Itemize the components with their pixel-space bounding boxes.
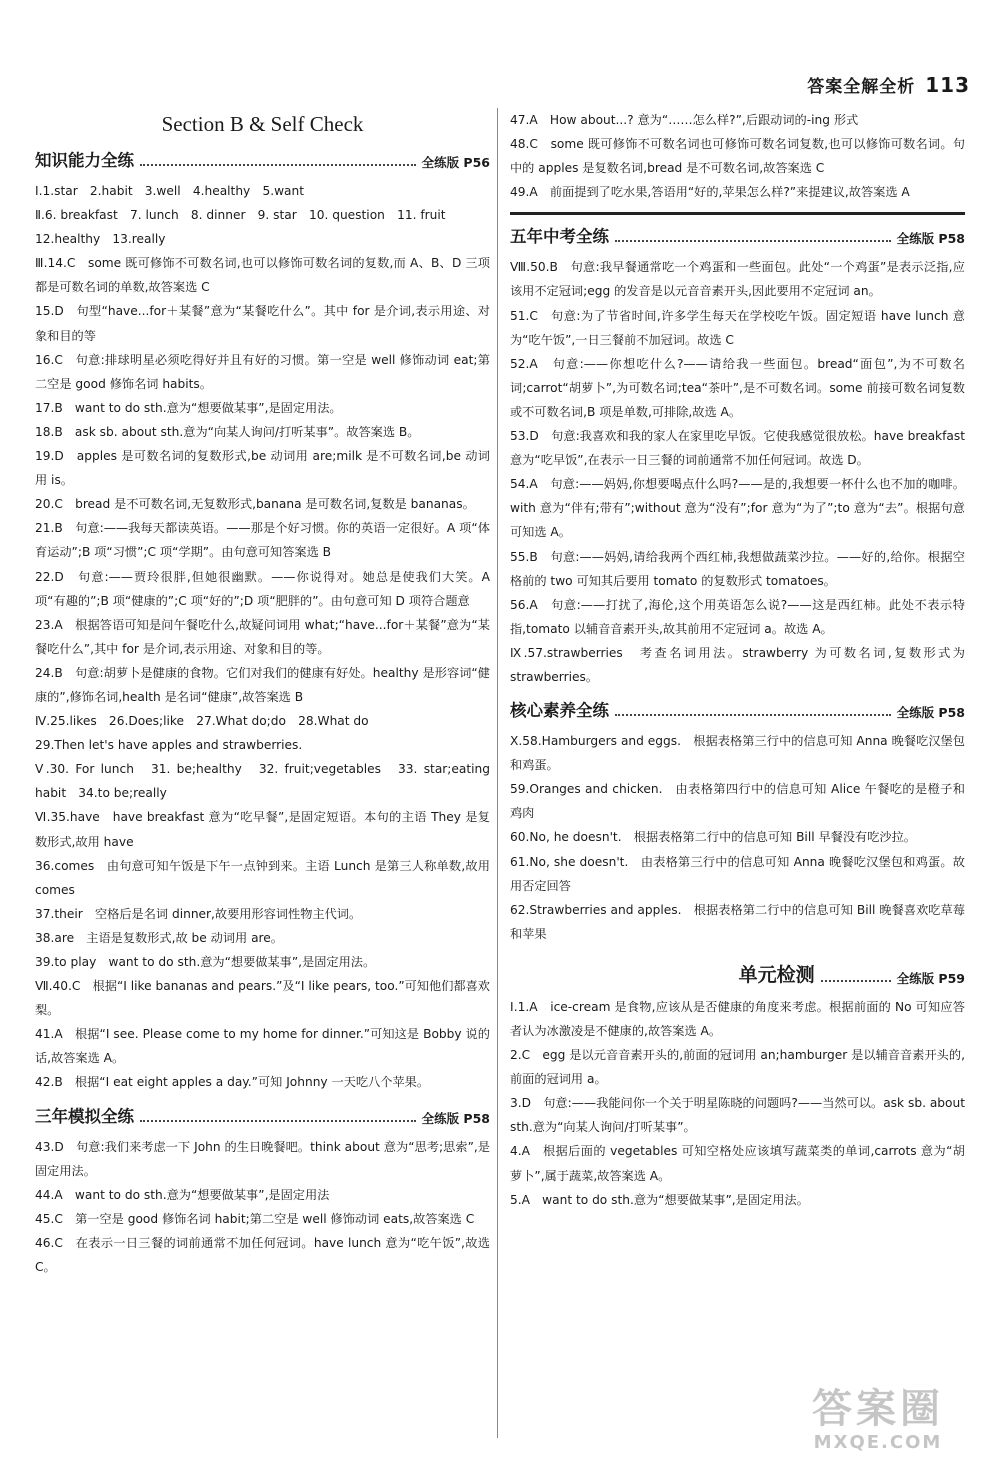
answer-item: Ⅱ.6. breakfast 7. lunch 8. dinner 9. star 10. question 11. fruit <box>35 208 446 223</box>
heading-text: 知识能力全练 <box>35 151 134 170</box>
dotted-leader <box>615 240 891 242</box>
heading-ref: 全练版 P58 <box>896 231 965 247</box>
answer-item: 51.C 句意:为了节省时间,许多学生每天在学校吃午饭。固定短语 have lunch 意为“吃午饭”,一日三餐前不加冠词。故选 C <box>510 308 965 347</box>
answer-item: Ⅰ.1.A ice-cream 是食物,应该从是否健康的角度来考虑。根据前面的 No 可知应答者认为冰激凌是不健康的,故答案选 A。 <box>510 999 965 1038</box>
page-header <box>807 72 970 97</box>
answer-item: Ⅴ.30. For lunch 31. be;healthy 32. fruit;vegetables 33. star;eating habit 34.to be;really <box>35 762 490 801</box>
section-title: Section B & Self Check <box>161 112 364 136</box>
heading-ref: 全练版 P56 <box>421 155 490 170</box>
answer-item: 37.their 空格后是名词 dinner,故要用形容词性物主代词。 <box>35 906 362 921</box>
answer-item: 17.B want to do sth.意为“想要做某事”,是固定用法。 <box>35 400 342 415</box>
heading-ref: 全练版 P58 <box>421 1110 490 1126</box>
answer-item: 5.A want to do sth.意为“想要做某事”,是固定用法。 <box>510 1192 809 1207</box>
dotted-leader <box>821 980 891 982</box>
answer-item: 62.Strawberries and apples. 根据表格第二行中的信息可知 Bill 晚餐喜欢吃草莓和苹果 <box>510 902 965 941</box>
answer-item: Ⅲ.14.C some 既可修饰不可数名词,也可以修饰可数名词的复数,而 A、B、D 三项都是可数名词的单数,故答案选 C <box>35 256 490 295</box>
answer-item: 42.B 根据“I eat eight apples a day.”可知 Johnny 一天吃八个苹果。 <box>35 1075 430 1090</box>
answer-item: 16.C 句意:排球明星必须吃得好并且有好的习惯。第一空是 well 修饰动词 eat;第二空是 good 修饰名词 habits。 <box>35 352 490 391</box>
answer-item: 61.No, she doesn't. 由表格第三行中的信息可知 Anna 晚餐吃汉堡包和鸡蛋。故用否定回答 <box>510 854 965 893</box>
answer-item: 15.D 句型“have...for＋某餐”意为“某餐吃什么”。其中 for 是介词,表示用途、对象和目的等 <box>35 304 490 343</box>
heading-text: 核心素养全练 <box>510 701 609 721</box>
answer-item: 29.Then let's have apples and strawberries. <box>35 738 303 753</box>
answer-item: 55.B 句意:——妈妈,请给我两个西红柿,我想做蔬菜沙拉。——好的,给你。根据空格前的 two 可知其后要用 tomato 的复数形式 tomatoes。 <box>510 549 965 588</box>
answer-item: 23.A 根据答语可知是问午餐吃什么,故疑问词用 what;“have...for＋某餐”意为“某餐吃什么”,其中 for 是介词,表示用途、对象和目的等。 <box>35 617 490 656</box>
answer-item: 60.No, he doesn't. 根据表格第二行中的信息可知 Bill 早餐没有吃沙拉。 <box>510 830 916 845</box>
section-heading-knowledge <box>35 147 490 171</box>
answer-item: 48.C some 既可修饰不可数名词也可修饰可数名词复数,也可以修饰可数名词。句中的 apples 是复数名词,bread 是不可数名词,故答案选 C <box>510 137 965 176</box>
answer-item: 45.C 第一空是 good 修饰名词 habit;第二空是 well 修饰动词 eats,故答案选 C <box>35 1211 475 1226</box>
answer-item: Ⅶ.40.C 根据“I like bananas and pears.”及“I like pears, too.”可知他们都喜欢梨。 <box>35 979 490 1018</box>
answer-item: 56.A 句意:——打扰了,海伦,这个用英语怎么说?——这是西红柿。此处不表示特指,tomato 以辅音音素开头,故其前用不定冠词 a。故选 A。 <box>510 597 965 636</box>
dotted-leader <box>140 1120 416 1122</box>
right-column <box>510 108 965 1212</box>
dotted-leader <box>140 164 416 166</box>
answer-list-knowledge <box>35 179 490 1095</box>
header-title: 答案全解全析 <box>807 77 916 97</box>
answer-item: Ⅰ.1.star 2.habit 3.well 4.healthy 5.want <box>35 184 305 198</box>
answer-item: 24.B 句意:胡萝卜是健康的食物。它们对我们的健康有好处。healthy 是形容词“健康的”,修饰名词,health 是名词“健康”,故答案选 B <box>35 665 490 704</box>
answer-item: 2.C egg 是以元音音素开头的,前面的冠词用 an;hamburger 是以辅音音素开头的,前面的冠词用 a。 <box>510 1048 965 1087</box>
answer-item: 49.A 前面提到了吃水果,答语用“好的,苹果怎么样?”来提建议,故答案选 A <box>510 185 910 200</box>
heading-ref: 全练版 P58 <box>896 705 965 721</box>
answer-item: 46.C 在表示一日三餐的词前通常不加任何冠词。have lunch 意为“吃午饭”,故选 C。 <box>35 1235 490 1275</box>
answer-item: Ⅵ.35.have have breakfast 意为“吃早餐”,是固定短语。本句的主语 They 是复数形式,故用 have <box>35 810 490 849</box>
answer-item: 22.D 句意:——贾玲很胖,但她很幽默。——你说得对。她总是使我们大笑。A 项“有趣的”;B 项“健康的”;C 项“好的”;D 项“肥胖的”。由句意可知 D 项符合题意 <box>35 569 490 608</box>
answer-list-unit-test <box>510 995 965 1212</box>
answer-item: Ⅹ.58.Hamburgers and eggs. 根据表格第三行中的信息可知 Anna 晚餐吃汉堡包和鸡蛋。 <box>510 734 965 773</box>
answer-item: 20.C bread 是不可数名词,无复数形式,banana 是可数名词,复数是 bananas。 <box>35 497 475 512</box>
section-heading-five-year <box>510 212 965 247</box>
watermark-text: 答案圈 <box>812 1386 944 1432</box>
answer-item: 43.D 句意:我们来考虑一下 John 的生日晚餐吧。think about 意为“思考;思索”,是固定用法。 <box>35 1139 490 1178</box>
answer-item: 52.A 句意:——你想吃什么?——请给我一些面包。bread“面包”,为不可数名词;carrot“胡萝卜”,为可数名词;tea“茶叶”,是不可数名词。some 前接可数名词复数或不可数名词,B 项是单数,可排除,故选 A。 <box>510 356 965 419</box>
answer-item: 47.A How about...? 意为“……怎么样?”,后跟动词的-ing 形式 <box>510 113 859 127</box>
answer-item: 41.A 根据“I see. Please come to my home for dinner.”可知这是 Bobby 说的话,故答案选 A。 <box>35 1027 490 1066</box>
section-heading-core <box>510 697 965 721</box>
answer-list-five-year <box>510 255 965 689</box>
answer-item: 53.D 句意:我喜欢和我的家人在家里吃早饭。它使我感觉很放松。have breakfast 意为“吃早饭”,在表示一日三餐的词前通常不加任何冠词。故选 D。 <box>510 429 965 468</box>
section-heading-three-year <box>35 1103 490 1127</box>
answer-item: 18.B ask sb. about sth.意为“向某人询问/打听某事”。故答案选 B。 <box>35 424 420 439</box>
heading-text: 单元检测 <box>738 963 815 986</box>
answer-item: 3.D 句意:——我能问你一个关于明星陈晓的问题吗?——当然可以。ask sb. about sth.意为“向某人询问/打听某事”。 <box>510 1096 965 1135</box>
heading-ref: 全练版 P59 <box>896 970 965 986</box>
section-heading-unit-test <box>510 960 965 987</box>
page-number: 113 <box>925 73 970 97</box>
answer-item: 21.B 句意:——我每天都读英语。——那是个好习惯。你的英语一定很好。A 项“体育运动”;B 项“习惯”;C 项“学期”。由句意可知答案选 B <box>35 521 490 560</box>
watermark-logo <box>778 1386 978 1462</box>
answer-item: Ⅳ.25.likes 26.Does;like 27.What do;do 28.What do <box>35 714 369 729</box>
answer-list-core <box>510 729 965 946</box>
answer-item: Ⅷ.50.B 句意:我早餐通常吃一个鸡蛋和一些面包。此处“一个鸡蛋”是表示泛指,应该用不定冠词;egg 的发音是以元音音素开头,因此要用不定冠词 an。 <box>510 260 965 299</box>
answer-item: 36.comes 由句意可知午饭是下午一点钟到来。主语 Lunch 是第三人称单数,故用 comes <box>35 858 490 897</box>
left-column <box>35 108 490 1279</box>
answer-list-three-year <box>35 1135 490 1280</box>
answer-item: 59.Oranges and chicken. 由表格第四行中的信息可知 Alice 午餐吃的是橙子和鸡肉 <box>510 782 965 821</box>
answer-item: 19.D apples 是可数名词的复数形式,be 动词用 are;milk 是不可数名词,be 动词用 is。 <box>35 449 490 488</box>
answer-item: 54.A 句意:——妈妈,你想要喝点什么吗?——是的,我想要一杯什么也不加的咖啡。with 意为“伴有;带有”;without 意为“没有”;for 意为“为了”;to 意为“去”。根据句意可知选 A。 <box>510 477 965 540</box>
heading-text: 五年中考全练 <box>510 227 609 247</box>
answer-item: 44.A want to do sth.意为“想要做某事”,是固定用法 <box>35 1187 330 1202</box>
dotted-leader <box>615 714 891 716</box>
watermark-url: MXQE.COM <box>813 1432 943 1453</box>
answer-item: 4.A 根据后面的 vegetables 可知空格处应该填写蔬菜类的单词,carrots 意为“胡萝卜”,属于蔬菜,故答案选 A。 <box>510 1144 965 1183</box>
heading-text: 三年模拟全练 <box>35 1106 134 1126</box>
answer-item: Ⅸ.57.strawberries 考查名词用法。strawberry 为可数名词,复数形式为 strawberries。 <box>510 645 965 684</box>
answer-item: 39.to play want to do sth.意为“想要做某事”,是固定用法。 <box>35 955 376 969</box>
answer-list-continued <box>510 108 965 204</box>
answer-item: 12.healthy 13.really <box>35 232 166 247</box>
answer-item: 38.are 主语是复数形式,故 be 动词用 are。 <box>35 930 283 945</box>
column-divider <box>497 108 498 1438</box>
